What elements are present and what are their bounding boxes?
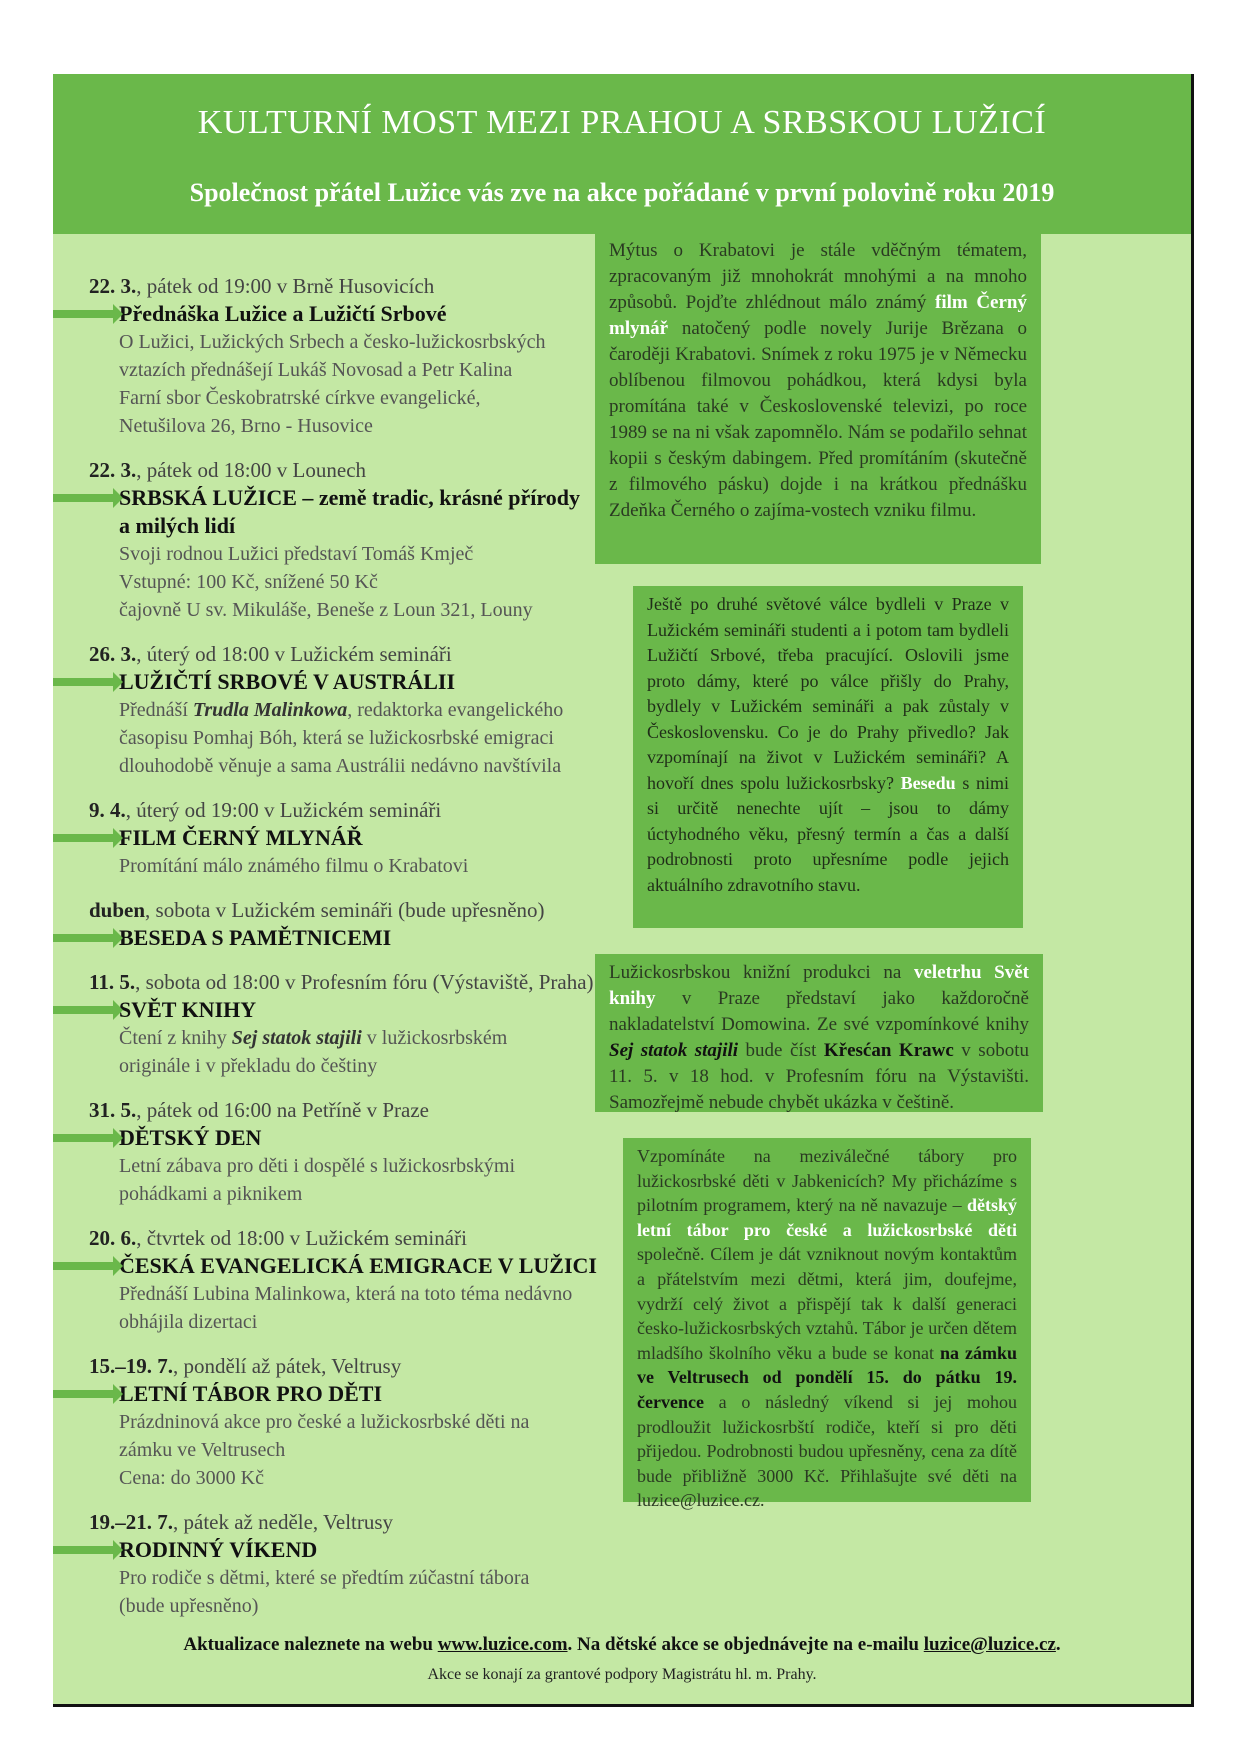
footer-note: Aktualizace naleznete na webu www.luzice.com. Na dětské akce se objednávejte na e-mailu luzice@luzice.cz.: [183, 1634, 1061, 1655]
arrow-icon: [53, 678, 113, 686]
arrow-icon: [53, 1006, 113, 1014]
arrow-head-icon: [113, 1384, 123, 1404]
event-item: [53, 640, 663, 780]
event-list: [53, 272, 663, 1636]
header-banner: [53, 74, 1191, 234]
event-item: [53, 796, 663, 880]
event-desc-line: obhájila dizertaci: [119, 1311, 258, 1333]
arrow-icon: [53, 1390, 113, 1398]
event-desc-line: Přednáší Lubina Malinkowa, která na toto téma nedávno: [119, 1283, 573, 1305]
kniha-highlight: veletrhu Svět knihy: [609, 962, 1029, 1009]
arrow-head-icon: [113, 1256, 123, 1276]
event-title: Přednáška Lužice a Lužičtí Srbové: [119, 301, 447, 326]
event-desc-line: Čtení z knihy Sej statok stajili v lužickosrbském: [119, 1027, 508, 1049]
event-desc-line: Prázdninová akce pro české a lužickosrbské děti na: [119, 1411, 530, 1433]
info-box-film: Mýtus o Krabatovi je stále vděčným tématem, zpracovaným již mnohokrát mnohými a na mnoho způsobů. Pojďte zhlédnout málo známý film Černý mlynář natočený podle novely Jurije Brězana o čaroději Krabatovi. Snímek z roku 1975 je v Německu oblíbenou filmovou pohádkou, která kdysi byla promítána také v Československé televizi, po roce 1989 se na ni však zapomnělo. Nám se podařilo sehnat kopii s českým dabingem. Před promítáním (skutečně z filmového pásku) dojde i na krátkou přednášku Zdeňka Černého o zajíma-vostech vzniku filmu.: [595, 232, 1041, 564]
info-box-kniha: Lužickosrbskou knižní produkci na veletrhu Svět knihy v Praze představí jako každoročně nakladatelství Domowina. Ze své vzpomínkové knihy Sej statok stajili bude číst Křesćan Krawc v sobotu 11. 5. v 18 hod. v Profesním fóru na Výstavišti. Samozřejmě nebude chybět ukázka v češtině.: [595, 954, 1043, 1112]
event-desc-line: Netušilova 26, Brno - Husovice: [119, 415, 373, 437]
event-title: LUŽIČTÍ SRBOVÉ V AUSTRÁLII: [119, 669, 456, 694]
event-item: [53, 272, 663, 440]
event-date: 26. 3., úterý od 18:00 v Lužickém semináři: [89, 642, 452, 666]
event-desc-line: Vstupné: 100 Kč, snížené 50 Kč: [119, 571, 378, 593]
arrow-head-icon: [113, 1540, 123, 1560]
event-title: ČESKÁ EVANGELICKÁ EMIGRACE V LUŽICI: [119, 1253, 597, 1278]
event-desc-line: (bude upřesněno): [119, 1595, 259, 1617]
info-box-beseda: Ještě po druhé světové válce bydleli v Praze v Lužickém semináři studenti a i potom tam bydleli Lužičtí Srbové, třeba pracující. Oslovili jsme proto dámy, které po válce přišly do Prahy, bydlely v Lužickém semináři a pak zůstaly v Československu. Co je do Prahy přivedlo? Jak vzpomínají na život v Lužickém semináři? A hovoří dnes spolu lužickosrbsky? Besedu s nimi si určitě nenechte ujít – jsou to dámy úctyhodného věku, přesný termín a čas a další podrobnosti proto upřesníme podle jejich aktuálního zdravotního stavu.: [633, 586, 1023, 928]
event-item: [53, 1224, 663, 1336]
event-desc-line: Přednáší Trudla Malinkowa, redaktorka evangelického: [119, 699, 564, 721]
event-desc-line: Farní sbor Českobratrské církve evangelické,: [119, 387, 481, 409]
arrow-icon: [53, 934, 113, 942]
event-item: [53, 456, 663, 624]
event-desc-line: originále i v překladu do češtiny: [119, 1055, 378, 1077]
page-title: KULTURNÍ MOST MEZI PRAHOU A SRBSKOU LUŽICÍ: [197, 104, 1047, 141]
arrow-head-icon: [113, 488, 123, 508]
arrow-icon: [53, 1546, 113, 1554]
event-desc-line: časopisu Pomhaj Bóh, která se lužickosrbské emigraci: [119, 727, 554, 749]
event-desc-line: Svoji rodnou Lužici představí Tomáš Kmječ: [119, 543, 474, 565]
event-item: [53, 1508, 663, 1620]
page-subtitle: Společnost přátel Lužice vás zve na akce pořádané v první polovině roku 2019: [189, 178, 1055, 207]
event-title: DĚTSKÝ DEN: [119, 1125, 262, 1150]
event-date: 20. 6., čtvrtek od 18:00 v Lužickém semináři: [89, 1226, 467, 1250]
arrow-head-icon: [113, 928, 123, 948]
flyer-frame: [53, 74, 1194, 1707]
event-date: 22. 3., pátek od 18:00 v Lounech: [89, 458, 367, 482]
event-item: [53, 1096, 663, 1208]
event-item: [53, 1352, 663, 1492]
event-item: [53, 896, 663, 952]
event-title: SRBSKÁ LUŽICE – země tradic, krásné přírody: [119, 485, 580, 510]
event-date: 19.–21. 7., pátek až neděle, Veltrusy: [89, 1510, 394, 1534]
event-title: FILM ČERNÝ MLYNÁŘ: [119, 825, 363, 850]
arrow-icon: [53, 1262, 113, 1270]
arrow-icon: [53, 310, 113, 318]
event-title: BESEDA S PAMĚTNICEMI: [119, 925, 392, 950]
event-desc-line: Cena: do 3000 Kč: [119, 1467, 264, 1489]
tabor-highlight: dětský letní tábor pro české a lužickosrbské děti: [637, 1195, 1017, 1240]
event-desc-line: Promítání málo známého filmu o Krabatovi: [119, 855, 469, 877]
event-date: duben, sobota v Lužickém semináři (bude upřesněno): [89, 898, 545, 922]
arrow-head-icon: [113, 304, 123, 324]
event-date: 11. 5., sobota od 18:00 v Profesním fóru (Výstaviště, Praha): [89, 970, 594, 994]
event-date: 15.–19. 7., pondělí až pátek, Veltrusy: [89, 1354, 402, 1378]
event-desc-line: vztazích přednášejí Lukáš Novosad a Petr Kalina: [119, 359, 513, 381]
grant-note: Akce se konají za grantové podpory Magistrátu hl. m. Prahy.: [427, 1666, 817, 1683]
arrow-head-icon: [113, 1128, 123, 1148]
event-desc-line: O Lužici, Lužických Srbech a česko-lužickosrbských: [119, 331, 546, 353]
event-desc-line: Pro rodiče s dětmi, které se předtím zúčastní tábora: [119, 1567, 530, 1589]
event-date: 9. 4., úterý od 19:00 v Lužickém semináři: [89, 798, 442, 822]
event-title: LETNÍ TÁBOR PRO DĚTI: [119, 1381, 383, 1406]
event-desc-line: dlouhodobě věnuje a sama Austrálii nedávno navštívila: [119, 755, 562, 777]
arrow-icon: [53, 1134, 113, 1142]
arrow-head-icon: [113, 828, 123, 848]
event-desc-line: čajovně U sv. Mikuláše, Beneše z Loun 321, Louny: [119, 599, 533, 621]
arrow-head-icon: [113, 1000, 123, 1020]
beseda-highlight: Besedu: [900, 772, 956, 793]
event-desc-line: zámku ve Veltrusech: [119, 1439, 286, 1461]
event-item: [53, 968, 663, 1080]
event-desc-line: pohádkami a piknikem: [119, 1183, 303, 1205]
event-title: RODINNÝ VÍKEND: [119, 1537, 318, 1562]
email-link[interactable]: luzice@luzice.cz: [923, 1634, 1056, 1655]
event-date: 31. 5., pátek od 16:00 na Petříně v Praze: [89, 1098, 429, 1122]
info-box-tabor: Vzpomínáte na meziválečné tábory pro lužickosrbské děti v Jabkenicích? My přicházíme s pilotním programem, který na ně navazuje – dětský letní tábor pro české a lužickosrbské děti společně. Cílem je dát vzniknout novým kontaktům a přátelstvím mezi dětmi, která jim, doufejme, vydrží celý život a přispějí tak k další generaci česko-lužickosrbských vztahů. Tábor je určen dětem mladšího školního věku a bude se konat na zámku ve Veltrusech od pondělí 15. do pátku 19. července a o následný víkend si jej mohou prodloužit lužickosrbští rodiče, kteří si pro děti přijedou. Podrobnosti budou upřesněny, cena za dítě bude přibližně 3000 Kč. Přihlašujte své děti na luzice@luzice.cz.: [623, 1138, 1031, 1502]
event-title: SVĚT KNIHY: [119, 997, 257, 1022]
event-desc-line: Letní zábava pro děti i dospělé s lužickosrbskými: [119, 1155, 516, 1177]
event-date: 22. 3., pátek od 19:00 v Brně Husovicích: [89, 274, 435, 298]
website-link[interactable]: www.luzice.com: [437, 1634, 568, 1655]
arrow-head-icon: [113, 672, 123, 692]
event-title-cont: a milých lidí: [119, 513, 236, 538]
arrow-icon: [53, 494, 113, 502]
arrow-icon: [53, 834, 113, 842]
film-highlight: film Černý mlynář: [609, 292, 1027, 339]
